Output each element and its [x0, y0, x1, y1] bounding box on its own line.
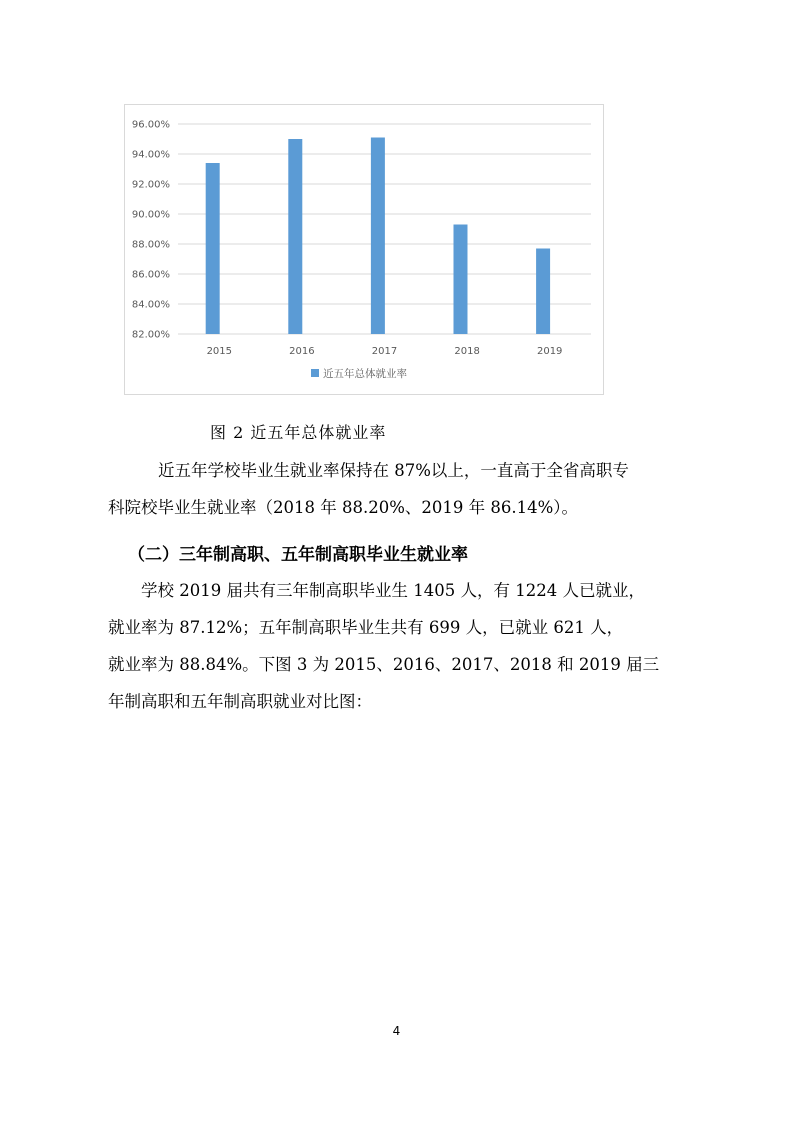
paragraph-line: 年制高职和五年制高职就业对比图： — [108, 692, 372, 711]
x-tick-label: 2019 — [536, 346, 563, 357]
figure-caption: 图 2 近五年总体就业率 — [210, 423, 387, 442]
y-tick-label: 88.00% — [131, 239, 170, 251]
x-tick-label: 2018 — [454, 346, 480, 357]
page-number: 4 — [392, 1024, 401, 1038]
chart-svg — [125, 105, 605, 396]
y-tick-label: 94.00% — [131, 149, 170, 161]
y-tick-label: 86.00% — [131, 269, 170, 281]
y-tick-label: 96.00% — [131, 119, 170, 131]
paragraph-three-five-year — [108, 572, 686, 720]
bar — [371, 138, 385, 335]
y-tick-label: 82.00% — [131, 329, 170, 341]
bar — [536, 249, 550, 335]
x-tick-label: 2017 — [371, 346, 398, 357]
employment-rate-chart — [124, 104, 604, 395]
legend-swatch — [311, 369, 319, 377]
y-tick-label: 92.00% — [131, 179, 170, 191]
section-heading: （二）三年制高职、五年制高职毕业生就业率 — [128, 545, 468, 565]
y-tick-label: 84.00% — [131, 299, 170, 311]
x-tick-label: 2016 — [289, 346, 315, 357]
legend-label: 近五年总体就业率 — [323, 368, 407, 380]
bar — [288, 139, 302, 334]
bar — [206, 163, 220, 334]
paragraph-line: 就业率为 88.84%。下图 3 为 2015、2016、2017、2018 和 2019 届三 — [108, 655, 660, 674]
paragraph-line: 就业率为 87.12%；五年制高职毕业生共有 699 人，已就业 621 人， — [108, 618, 624, 637]
paragraph-line: 科院校毕业生就业率（2018 年 88.20%、2019 年 86.14%）。 — [108, 498, 579, 517]
paragraph-overall-rate — [108, 452, 686, 526]
y-tick-label: 90.00% — [131, 209, 170, 221]
bar — [453, 225, 467, 335]
paragraph-line: 近五年学校毕业生就业率保持在 87%以上，一直高于全省高职专 — [158, 461, 629, 480]
paragraph-line: 学校 2019 届共有三年制高职毕业生 1405 人，有 1224 人已就业， — [141, 581, 645, 600]
x-tick-label: 2015 — [206, 346, 233, 357]
